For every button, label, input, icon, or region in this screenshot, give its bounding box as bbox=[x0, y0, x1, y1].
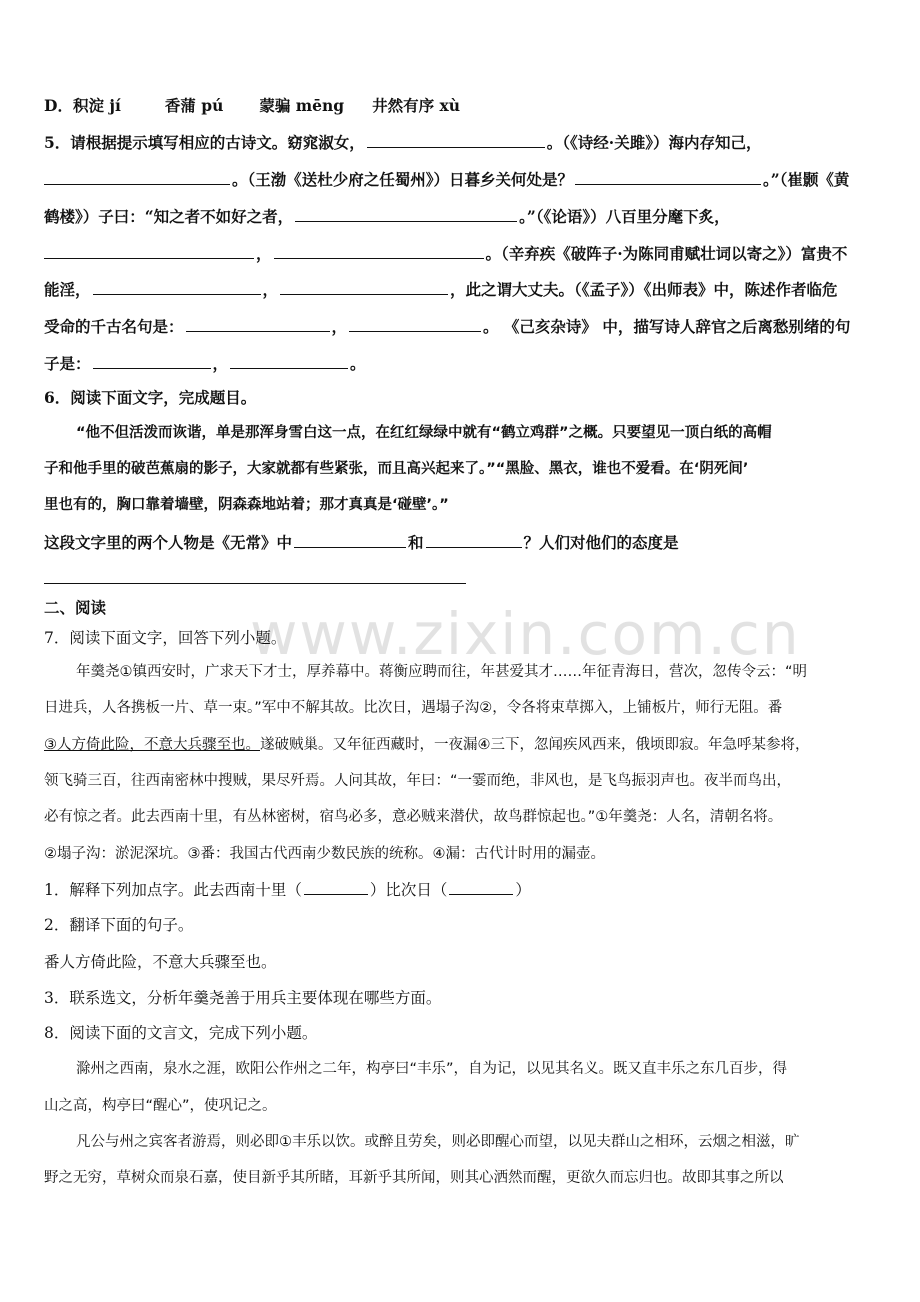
answer-blank[interactable] bbox=[186, 315, 330, 332]
q7-text: ） bbox=[515, 881, 531, 899]
q7-text: 1．解释下列加点字。此去西南十里（ bbox=[44, 881, 302, 899]
answer-blank[interactable] bbox=[367, 131, 545, 148]
q5-line1 bbox=[44, 131, 761, 154]
q7-title: 7．阅读下面文字，回答下列小题。 bbox=[44, 629, 287, 647]
q7-sub2-sentence: 番人方倚此险，不意大兵骤至也。 bbox=[44, 953, 277, 971]
q6-text: ？人们对他们的态度是 bbox=[523, 533, 679, 552]
q5-text: ， bbox=[331, 317, 348, 336]
section-heading: 二、阅读 bbox=[44, 598, 107, 617]
underlined-sentence: ③人方倚此险，不意大兵骤至也。 bbox=[44, 737, 260, 753]
q6-passage-line: 子和他手里的破芭蕉扇的影子，大家就都有些紧张，而且高兴起来了。”“黑脸、黑衣，谁也不爱看。在‘阴死间’ bbox=[44, 461, 749, 477]
q7-passage-line: 必有惊之者。此去西南十里，有丛林密树，宿鸟必多，意必贼来潜伏，故鸟群惊起也。”①年羹尧：人名，清朝名将。 bbox=[44, 809, 783, 825]
answer-blank[interactable] bbox=[449, 878, 513, 895]
q4d-word4: 井然有序 xù bbox=[372, 96, 461, 115]
q5-line3 bbox=[44, 205, 730, 228]
q8-passage-line: 凡公与州之宾客者游焉，则必即①丰乐以饮。或醉且劳矣，则必即醒心而望，以见夫群山之相环，云烟之相滋，旷 bbox=[76, 1134, 800, 1150]
q7-text: 遂破贼巢。又年征西藏时，一夜漏④三下，忽闻疾风西来，俄顷即寂。年急呼某参将， bbox=[260, 737, 810, 753]
answer-blank[interactable] bbox=[44, 168, 230, 185]
q7-passage-line: 日进兵，人各携板一片、草一束。”军中不解其故。比次日，遇塌子沟②，令各将束草掷入，上铺板片，师行无阻。番 bbox=[44, 700, 783, 716]
q5-text: ，此之谓大丈夫。（《孟子》）《出师表》中，陈述作者临危 bbox=[450, 280, 838, 299]
answer-blank[interactable] bbox=[294, 531, 406, 548]
q6-passage-line: “他不但活泼而诙谐，单是那浑身雪白这一点，在红红绿绿中就有“鹤立鸡群”之概。只要望见一顶白纸的高帽 bbox=[76, 425, 772, 441]
q8-passage-line: 山之高，构亭曰“醒心”，使巩记之。 bbox=[44, 1098, 277, 1114]
answer-blank[interactable] bbox=[280, 278, 448, 295]
q4d-word1: D．积淀 jí bbox=[44, 96, 121, 115]
q6-question bbox=[44, 531, 679, 554]
q8-passage-line: 野之无穷，草树众而泉石嘉，使目新乎其所睹，耳新乎其所闻，则其心洒然而醒，更欲久而忘归也。故即其事之所以 bbox=[44, 1170, 784, 1186]
answer-blank[interactable] bbox=[349, 315, 481, 332]
answer-blank[interactable] bbox=[93, 278, 261, 295]
q5-line7 bbox=[44, 352, 366, 375]
answer-blank[interactable] bbox=[295, 205, 517, 222]
q5-text: 。（《诗经·关雎》）海内存知己， bbox=[546, 133, 762, 152]
q5-text: 。”（《论语》）八百里分麾下炙， bbox=[519, 207, 730, 226]
answer-blank[interactable] bbox=[274, 242, 484, 259]
q5-text: 。（辛弃疾《破阵子·为陈同甫赋壮词以寄之》）富贵不 bbox=[485, 244, 848, 263]
q6-text: 和 bbox=[408, 533, 424, 552]
q6-text: 这段文字里的两个人物是《无常》中 bbox=[44, 533, 293, 552]
q5-text: 能淫， bbox=[44, 280, 91, 299]
q5-text: 受命的千古名句是： bbox=[44, 317, 184, 336]
q5-text: 5．请根据提示填写相应的古诗文。窈窕淑女， bbox=[44, 133, 365, 152]
q7-passage-line bbox=[44, 734, 810, 756]
q7-passage-line: 领飞骑三百，往西南密林中搜贼，果尽歼焉。人问其故，年曰：“一霎而绝，非风也，是飞鸟振羽声也。夜半而鸟出， bbox=[44, 773, 792, 789]
q7-passage-line: 年羹尧①镇西安时，广求天下才士，厚养幕中。蒋衡应聘而往，年甚爱其才……年征青海日，营次，忽传令云：“明 bbox=[76, 664, 808, 680]
q7-sub3: 3．联系选文，分析年羹尧善于用兵主要体现在哪些方面。 bbox=[44, 989, 442, 1007]
watermark: www.zixin.com.cn bbox=[250, 600, 801, 668]
q7-text: ）比次日（ bbox=[369, 881, 448, 899]
q4d-word3: 蒙骗 mēng bbox=[259, 96, 345, 115]
q6-passage-line: 里也有的，胸口靠着墙壁，阴森森地站着；那才真真是‘碰壁’。” bbox=[44, 497, 449, 513]
q8-passage-line: 滁州之西南，泉水之涯，欧阳公作州之二年，构亭曰“丰乐”，自为记，以见其名义。既又直丰乐之东几百步，得 bbox=[76, 1061, 788, 1077]
answer-blank[interactable] bbox=[44, 242, 254, 259]
answer-blank[interactable] bbox=[93, 352, 211, 369]
q5-text: ， bbox=[256, 244, 272, 263]
q7-sub2: 2．翻译下面的句子。 bbox=[44, 916, 194, 934]
q7-sub1 bbox=[44, 878, 531, 901]
q5-text: 子是： bbox=[44, 354, 91, 373]
q5-line6 bbox=[44, 315, 850, 338]
q5-text: 。 bbox=[350, 354, 366, 373]
q4d-word2: 香蒲 pú bbox=[164, 96, 224, 115]
q7-passage-line: ②塌子沟：淤泥深坑。③番：我国古代西南少数民族的统称。④漏：古代计时用的漏壶。 bbox=[44, 846, 605, 862]
answer-blank[interactable] bbox=[575, 168, 761, 185]
q5-text: 。”（崔颢《黄 bbox=[763, 170, 850, 189]
q6-title: 6．阅读下面文字，完成题目。 bbox=[44, 388, 257, 407]
answer-blank[interactable] bbox=[230, 352, 348, 369]
q5-line2 bbox=[44, 168, 849, 191]
q5-text: 鹤楼》）子曰：“知之者不如好之者， bbox=[44, 207, 294, 226]
q5-line5 bbox=[44, 278, 838, 301]
q4-option-d bbox=[44, 95, 460, 117]
q8-title: 8．阅读下面的文言文，完成下列小题。 bbox=[44, 1024, 318, 1042]
q5-text: ， bbox=[212, 354, 229, 373]
q5-text: 。 《己亥杂诗》 中，描写诗人辞官之后离愁别绪的句 bbox=[483, 317, 851, 336]
answer-blank[interactable] bbox=[304, 878, 368, 895]
q5-text: 。（王渤《送杜少府之任蜀州》）日暮乡关何处是？ bbox=[232, 170, 574, 189]
answer-line[interactable] bbox=[44, 583, 466, 584]
q5-line4 bbox=[44, 242, 847, 265]
answer-blank[interactable] bbox=[426, 531, 522, 548]
q5-text: ， bbox=[262, 280, 279, 299]
